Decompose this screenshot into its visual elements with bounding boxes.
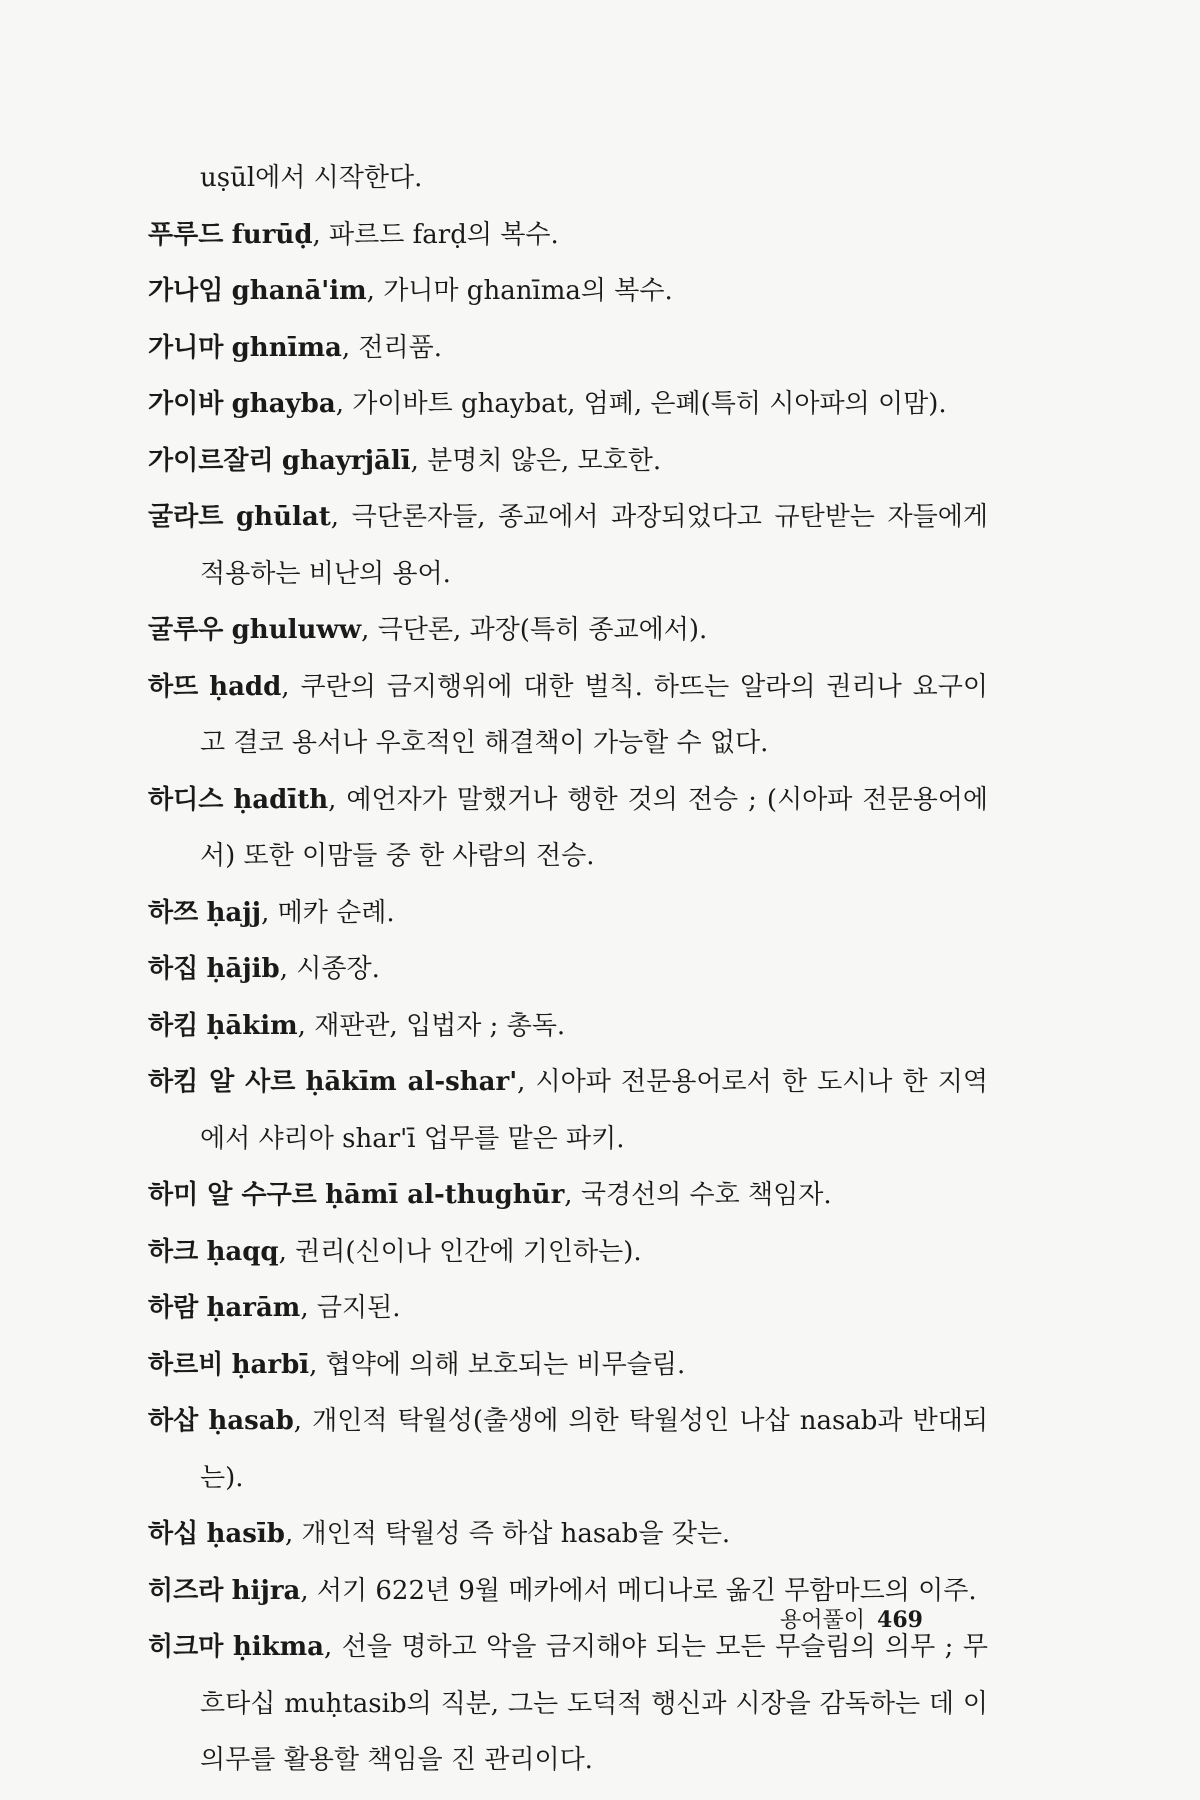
entry-headword: 가니마 — [148, 332, 224, 363]
entry-transliteration: ḥarbī — [231, 1349, 310, 1380]
entry-transliteration: ghanā'im — [231, 276, 367, 306]
glossary-entry: 하십 ḥasīb, 개인적 탁월성 즉 하삽 hasab을 갖는. — [148, 1519, 731, 1549]
entry-transliteration: furūḍ — [231, 219, 313, 250]
entry-transliteration: ḥasīb — [206, 1519, 285, 1549]
entry-definition: 극단론자들, 종교에서 과장되었다고 규탄받는 자들에게 적용하는 비난의 용어. — [200, 502, 989, 589]
glossary-entry: 하미 알 수구르 ḥāmī al-thughūr, 국경선의 수호 책임자. — [148, 1180, 832, 1210]
glossary-entry: 가나임 ghanā'im, 가니마 ghanīma의 복수. — [148, 276, 673, 306]
entry-definition: 협약에 의해 보호되는 비무슬림. — [325, 1349, 686, 1380]
glossary-entry: 푸루드 furūḍ, 파르드 farḍ의 복수. — [148, 219, 559, 250]
glossary-entry: 히크마 ḥikma, 선을 명하고 악을 금지해야 되는 모든 무슬림의 의무 ; 무흐타십 muḥtasib의 직분, 그는 도덕적 행신과 시장을 감독하는 데 이 의무를 활용할 책임을 진 관리이다. — [148, 1632, 989, 1775]
section-title: 용어풀이 — [780, 1608, 866, 1633]
entry-transliteration: ḥākim — [206, 1010, 298, 1041]
glossary-entry: 하쯔 ḥajj, 메카 순례. — [148, 897, 395, 928]
entry-definition: 예언자가 말했거나 행한 것의 전승 ; (시아파 전문용어에서) 또한 이맘들 중 한 사람의 전승. — [200, 784, 989, 871]
glossary-entry: 하르비 ḥarbī, 협약에 의해 보호되는 비무슬림. — [148, 1349, 686, 1380]
entry-headword: 가이바 — [148, 389, 224, 419]
glossary-entry: 가이르잘리 ghayrjālī, 분명치 않은, 모호한. — [148, 445, 662, 476]
glossary-entry: 가이바 ghayba, 가이바트 ghaybat, 엄폐, 은폐(특히 시아파의 이맘). — [148, 389, 947, 419]
entry-headword: 하크 — [148, 1236, 199, 1267]
entry-definition: 쿠란의 금지행위에 대한 벌칙. 하뜨는 알라의 권리나 요구이고 결코 용서나 우호적인 해결책이 가능할 수 없다. — [200, 671, 989, 758]
entry-transliteration: ḥājib — [206, 954, 280, 984]
entry-definition: 재판관, 입법자 ; 총독. — [314, 1010, 566, 1041]
entry-headword: 굴라트 — [148, 502, 224, 532]
entry-definition: 선을 명하고 악을 금지해야 되는 모든 무슬림의 의무 ; 무흐타십 muḥtasib의 직분, 그는 도덕적 행신과 시장을 감독하는 데 이 의무를 활용할 책임을 진 관리이다. — [200, 1632, 989, 1775]
entry-headword: 가나임 — [148, 276, 224, 306]
entry-headword: 하킴 알 사르 — [148, 1067, 296, 1097]
glossary-entry: 하크 ḥaqq, 권리(신이나 인간에 기인하는). — [148, 1236, 642, 1267]
entry-transliteration: ḥadd — [209, 671, 282, 702]
glossary-entry: 하킴 ḥākim, 재판관, 입법자 ; 총독. — [148, 1010, 566, 1041]
entry-definition: 시종장. — [296, 954, 380, 984]
entry-definition: 권리(신이나 인간에 기인하는). — [295, 1236, 642, 1267]
entry-headword: 하뜨 — [148, 671, 199, 702]
entry-definition: 시아파 전문용어로서 한 도시나 한 지역에서 샤리아 shar'ī 업무를 맡은 파키. — [200, 1067, 989, 1154]
entry-headword: 하미 알 수구르 — [148, 1180, 317, 1210]
entry-transliteration: ḥākīm al-shar' — [305, 1067, 518, 1097]
entry-transliteration: hijra — [231, 1575, 301, 1606]
entry-transliteration: ghayrjālī — [281, 445, 411, 476]
entry-definition: 국경선의 수호 책임자. — [580, 1180, 832, 1210]
entry-headword: 가이르잘리 — [148, 445, 274, 476]
entry-headword: 히즈라 — [148, 1575, 224, 1606]
entry-definition: 개인적 탁월성(출생에 의한 탁월성인 나삽 nasab과 반대되는). — [200, 1406, 989, 1493]
glossary-entry: 하집 ḥājib, 시종장. — [148, 954, 380, 984]
entry-headword: 하디스 — [148, 784, 224, 815]
entry-transliteration: ḥajj — [206, 897, 262, 928]
entry-transliteration: ḥaqq — [206, 1236, 279, 1267]
entry-definition: 극단론, 과장(특히 종교에서). — [377, 615, 708, 645]
entry-transliteration: ḥasab — [208, 1406, 294, 1436]
entry-transliteration: ghnīma — [231, 332, 342, 363]
entry-definition: 메카 순례. — [277, 897, 395, 928]
glossary-entry: 굴라트 ghūlat, 극단론자들, 종교에서 과장되었다고 규탄받는 자들에게 적용하는 비난의 용어. — [148, 502, 989, 589]
entry-headword: 하쯔 — [148, 897, 199, 928]
entry-transliteration: ghayba — [231, 389, 336, 419]
glossary-entries — [148, 150, 988, 1789]
entry-transliteration: ghūlat — [235, 502, 331, 532]
glossary-entry: 하람 ḥarām, 금지된. — [148, 1293, 401, 1323]
glossary-entry: 하삽 ḥasab, 개인적 탁월성(출생에 의한 탁월성인 나삽 nasab과 반대되는). — [148, 1406, 989, 1493]
entry-transliteration: ghuluww — [231, 615, 362, 645]
entry-definition: 가니마 ghanīma의 복수. — [383, 276, 673, 306]
entry-transliteration: ḥāmī al-thughūr — [325, 1180, 565, 1210]
entry-headword: 굴루우 — [148, 615, 224, 645]
glossary-entry: 굴루우 ghuluww, 극단론, 과장(특히 종교에서). — [148, 615, 708, 645]
glossary-entry: 하뜨 ḥadd, 쿠란의 금지행위에 대한 벌칙. 하뜨는 알라의 권리나 요구이고 결코 용서나 우호적인 해결책이 가능할 수 없다. — [148, 671, 989, 758]
continued-text: uṣūl에서 시작한다. — [200, 163, 423, 193]
entry-headword: 히크마 — [148, 1632, 224, 1662]
glossary-entry: 히즈라 hijra, 서기 622년 9월 메카에서 메디나로 옮긴 무함마드의 이주. — [148, 1575, 977, 1606]
entry-transliteration: ḥadīth — [233, 784, 329, 815]
entry-definition: 파르드 farḍ의 복수. — [329, 219, 559, 250]
glossary-entry: 가니마 ghnīma, 전리품. — [148, 332, 443, 363]
entry-headword: 하르비 — [148, 1349, 224, 1380]
entry-headword: 푸루드 — [148, 219, 224, 250]
entry-headword: 하집 — [148, 954, 199, 984]
entry-definition: 금지된. — [316, 1293, 401, 1323]
entry-headword: 하삽 — [148, 1406, 199, 1436]
entry-headword: 하람 — [148, 1293, 199, 1323]
entry-definition: 가이바트 ghaybat, 엄폐, 은폐(특히 시아파의 이맘). — [352, 389, 947, 419]
entry-transliteration: ḥarām — [206, 1293, 301, 1323]
entry-definition: 개인적 탁월성 즉 하삽 hasab을 갖는. — [301, 1519, 731, 1549]
entry-headword: 하십 — [148, 1519, 199, 1549]
page-number: 469 — [877, 1607, 923, 1633]
page-footer — [780, 1603, 923, 1634]
entry-transliteration: ḥikma — [232, 1632, 324, 1662]
entry-headword: 하킴 — [148, 1010, 199, 1041]
entry-definition: 분명치 않은, 모호한. — [427, 445, 662, 476]
entry-definition: 서기 622년 9월 메카에서 메디나로 옮긴 무함마드의 이주. — [316, 1575, 977, 1606]
glossary-entry: 하디스 ḥadīth, 예언자가 말했거나 행한 것의 전승 ; (시아파 전문용어에서) 또한 이맘들 중 한 사람의 전승. — [148, 784, 989, 871]
entry-definition: 전리품. — [358, 332, 443, 363]
glossary-entry: 하킴 알 사르 ḥākīm al-shar', 시아파 전문용어로서 한 도시나 한 지역에서 샤리아 shar'ī 업무를 맡은 파키. — [148, 1067, 989, 1154]
